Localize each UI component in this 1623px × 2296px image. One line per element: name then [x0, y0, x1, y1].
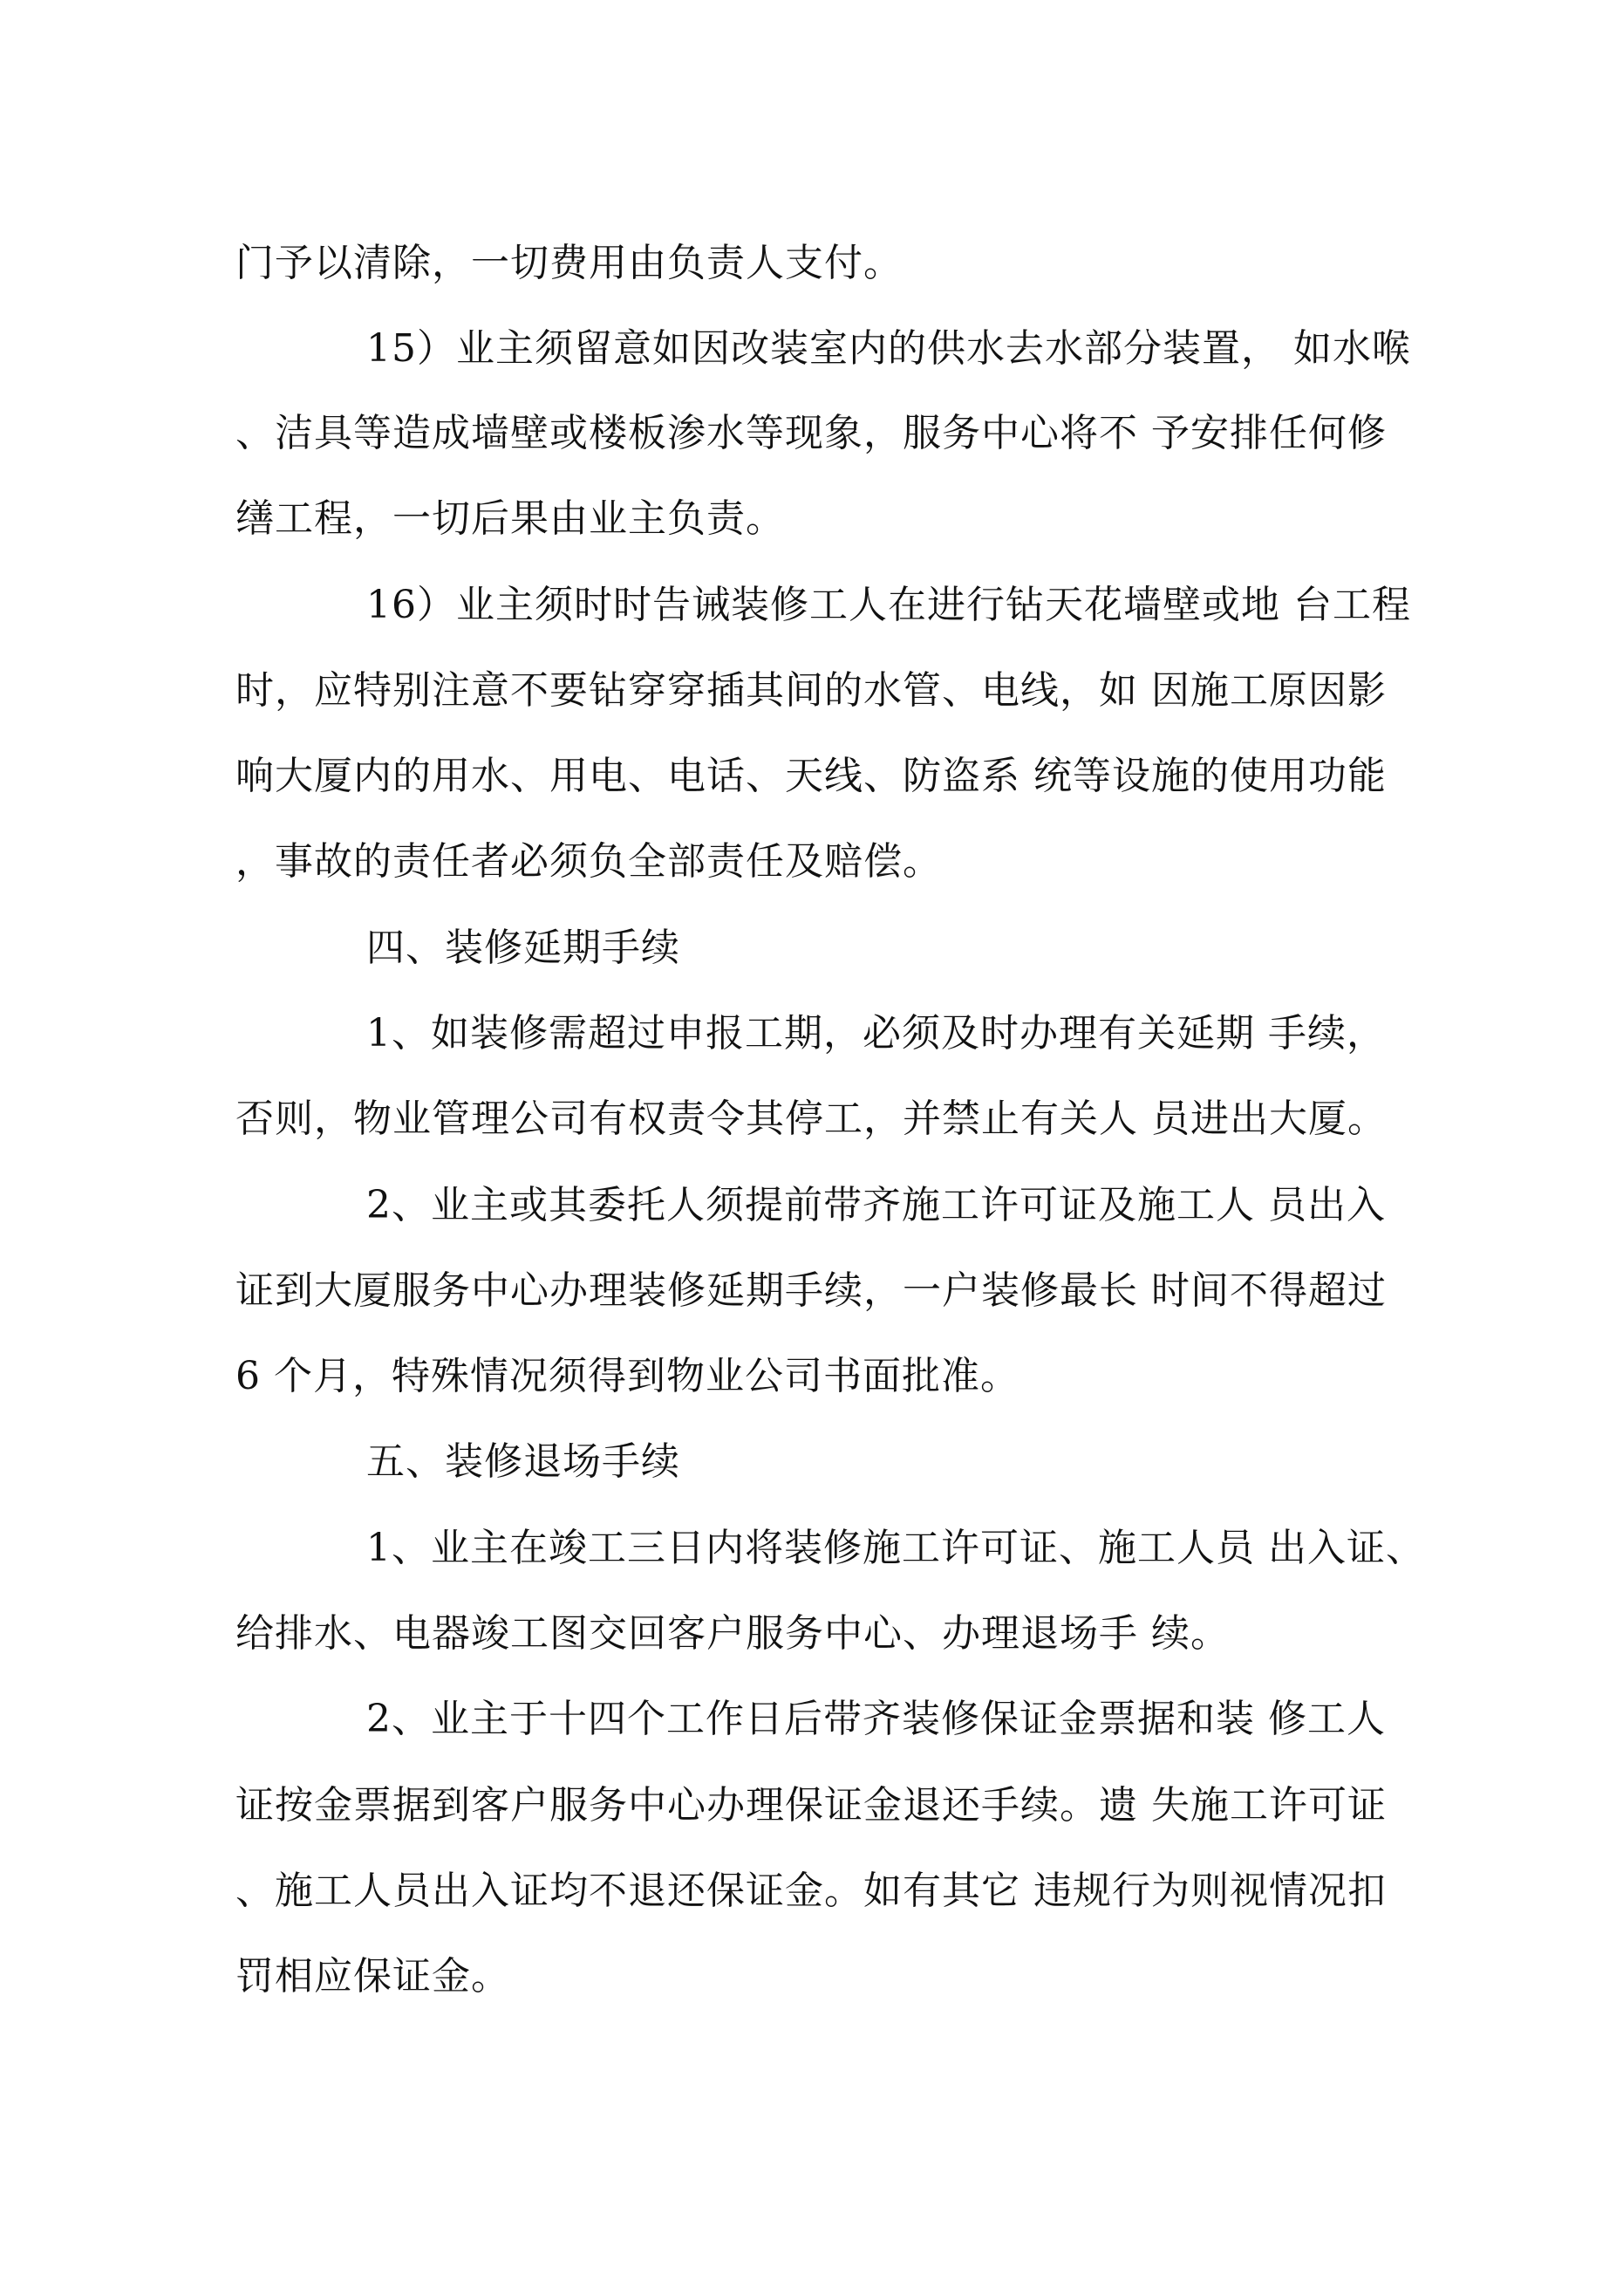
- text-line: 16）业主须时时告诫装修工人在进行钻天花墙壁或地 台工程: [366, 583, 1411, 627]
- text-line: 证到大厦服务中心办理装修延期手续，一户装修最长 时间不得超过: [235, 1268, 1387, 1313]
- text-line: 门予以清除，一切费用由负责人支付。: [235, 241, 903, 285]
- text-line: 2、业主或其委托人须提前带齐施工许可证及施工人 员出入: [366, 1183, 1386, 1227]
- text-line: 15）业主须留意如因改装室内的供水去水部分装置， 如水喉: [366, 326, 1411, 371]
- text-line: 2、业主于十四个工作日后带齐装修保证金票据和装 修工人: [366, 1697, 1386, 1741]
- text-line: 1、业主在竣工三日内将装修施工许可证、施工人员 出入证、: [366, 1526, 1425, 1570]
- text-line: ，事故的责任者必须负全部责任及赔偿。: [235, 839, 942, 884]
- text-line: 、施工人员出入证均不退还保证金。如有其它 违规行为则视情况扣: [235, 1869, 1387, 1913]
- text-line: 证按金票据到客户服务中心办理保证金退还手续。遗 失施工许可证: [235, 1783, 1387, 1828]
- section-heading: 四、装修延期手续: [366, 926, 680, 970]
- text-line: 时，应特别注意不要钻穿穿插其间的水管、电线，如 因施工原因影: [235, 668, 1387, 713]
- text-line: 响大厦内的用水、用电、电话、天线、防盗系 统等设施的使用功能: [235, 754, 1387, 798]
- text-line: 6 个月，特殊情况须得到物业公司书面批准。: [235, 1354, 1019, 1398]
- section-heading: 五、装修退场手续: [366, 1439, 680, 1484]
- text-line: 1、如装修需超过申报工期，必须及时办理有关延期 手续，: [366, 1011, 1386, 1056]
- text-line: 罚相应保证金。: [235, 1954, 510, 1999]
- text-line: 、洁具等造成墙壁或楼板渗水等现象，服务中心将不 予安排任何修: [235, 411, 1387, 455]
- text-line: 否则，物业管理公司有权责令其停工，并禁止有关人 员进出大厦。: [235, 1097, 1387, 1141]
- text-line: 缮工程，一切后果由业主负责。: [235, 496, 785, 541]
- text-line: 给排水、电器竣工图交回客户服务中心、办理退场手 续。: [235, 1611, 1230, 1656]
